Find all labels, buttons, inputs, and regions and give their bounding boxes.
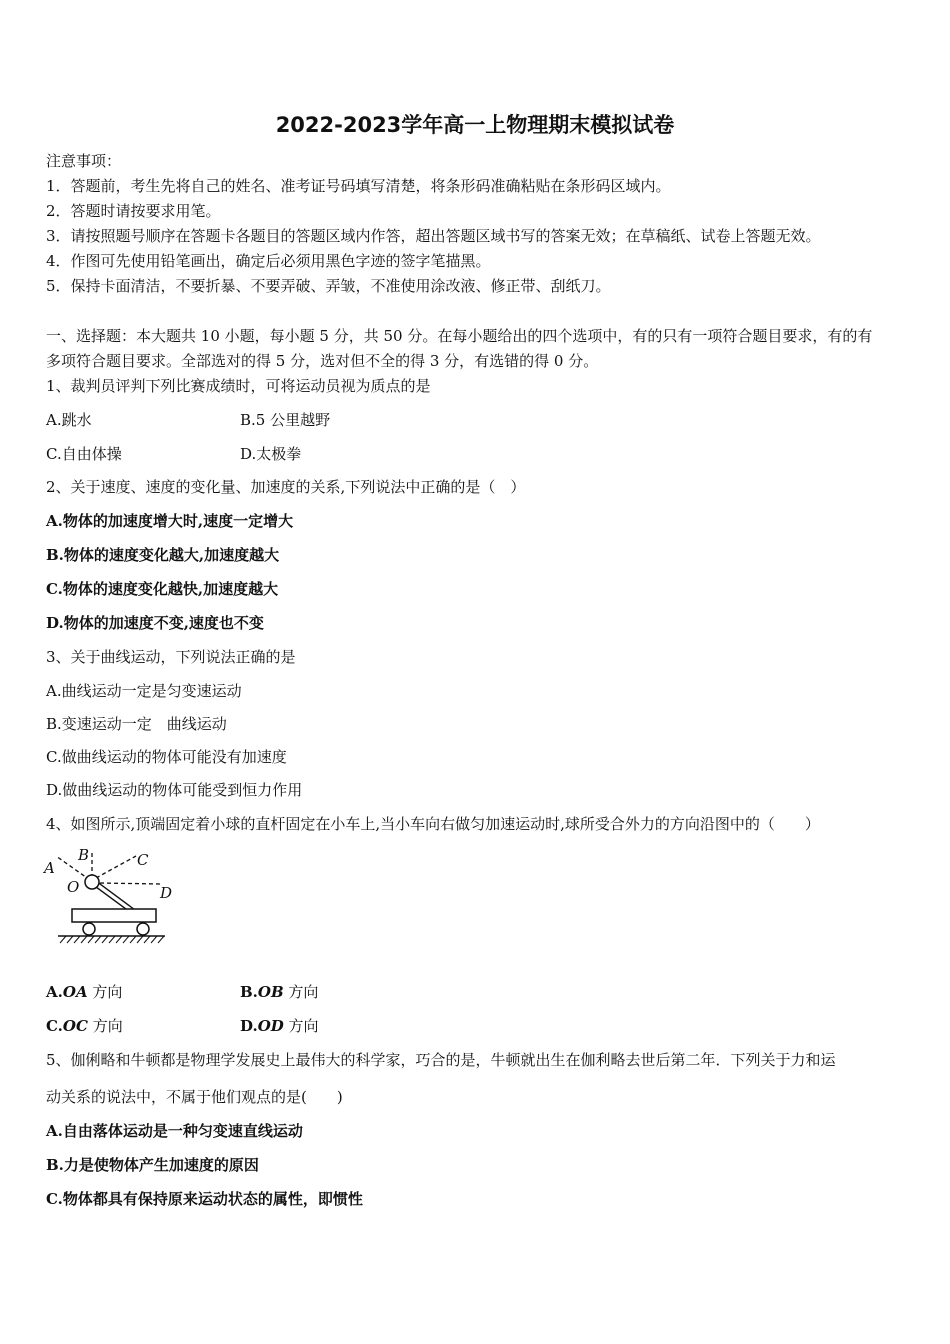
question-1-option-a: A.跳水 [46, 411, 92, 429]
question-4-option-d [240, 1015, 319, 1037]
option-text: 方向 [283, 1017, 319, 1035]
question-5-stem-line-1: 5、伽俐略和牛顿都是物理学发展史上最伟大的科学家，巧合的是，牛顿就出生在伽利略去世后第二年．下列关于力和运 [46, 1051, 836, 1069]
option-vector: OC [62, 1017, 88, 1035]
option-letter: B. [240, 983, 258, 1001]
question-1-option-c: C.自由体操 [46, 445, 122, 463]
question-3-option-b: B.变速运动一定 曲线运动 [46, 715, 227, 733]
ray-oc [96, 856, 136, 878]
rod-line-1 [92, 884, 130, 912]
question-4-option-a [46, 981, 122, 1003]
question-2-stem: 2、关于速度、速度的变化量、加速度的关系,下列说法中正确的是（ ） [46, 478, 526, 496]
question-4-option-b [240, 981, 318, 1003]
ray-od [100, 883, 160, 884]
option-text: 方向 [283, 983, 319, 1001]
question-5-option-b: B.力是使物体产生加速度的原因 [46, 1156, 259, 1174]
question-2-option-c: C.物体的速度变化越快,加速度越大 [46, 580, 279, 598]
notice-item-3: 3．请按照题号顺序在答题卡各题目的答题区域内作答，超出答题区域书写的答案无效；在草稿纸、试卷上答题无效。 [46, 227, 821, 245]
ground-hatching [60, 936, 164, 943]
label-o: O [67, 878, 80, 896]
question-3-option-c: C.做曲线运动的物体可能没有加速度 [46, 748, 287, 766]
label-c: C [137, 851, 149, 869]
question-5-option-c: C.物体都具有保持原来运动状态的属性，即惯性 [46, 1190, 363, 1208]
question-2-option-b: B.物体的速度变化越大,加速度越大 [46, 546, 280, 564]
question-4-stem: 4、如图所示,顶端固定着小球的直杆固定在小车上,当小车向右做匀加速运动时,球所受合外力的方向沿图中的（ ） [46, 815, 820, 833]
label-b: B [78, 846, 90, 864]
question-2-option-a: A.物体的加速度增大时,速度一定增大 [46, 512, 294, 530]
section-intro-line-1: 一、选择题：本大题共 10 小题，每小题 5 分，共 50 分。在每小题给出的四个选项中，有的只有一项符合题目要求，有的有 [46, 327, 873, 345]
option-vector: OA [62, 983, 88, 1001]
option-vector: OD [257, 1017, 284, 1035]
cart-rod-ball-diagram [40, 842, 190, 952]
cart-body [72, 909, 156, 922]
cart-wheel-right [137, 923, 149, 935]
question-3-stem: 3、关于曲线运动，下列说法正确的是 [46, 648, 296, 666]
notice-item-4: 4．作图可先使用铅笔画出，确定后必须用黑色字迹的签字笔描黑。 [46, 252, 491, 270]
question-5-option-a: A.自由落体运动是一种匀变速直线运动 [46, 1122, 303, 1140]
question-3-option-a: A.曲线运动一定是匀变速运动 [46, 682, 242, 700]
option-text: 方向 [87, 983, 123, 1001]
option-letter: D. [240, 1017, 258, 1035]
question-2-option-d: D.物体的加速度不变,速度也不变 [46, 614, 264, 632]
notice-item-5: 5．保持卡面清洁，不要折暴、不要弄破、弄皱，不准使用涂改液、修正带、刮纸刀。 [46, 277, 611, 295]
notice-item-1: 1．答题前，考生先将自己的姓名、准考证号码填写清楚，将条形码准确粘贴在条形码区域内。 [46, 177, 671, 195]
question-5-stem-line-2: 动关系的说法中，不属于他们观点的是( ) [46, 1088, 343, 1106]
question-1-stem: 1、裁判员评判下列比赛成绩时，可将运动员视为质点的是 [46, 377, 431, 395]
label-a: A [44, 859, 55, 877]
question-1-option-b: B.5 公里越野 [240, 411, 331, 429]
rod-line-2 [96, 881, 135, 910]
option-letter: A. [46, 983, 63, 1001]
option-vector: OB [257, 983, 284, 1001]
question-4-option-c [46, 1015, 123, 1037]
option-letter: C. [46, 1017, 63, 1035]
question-1-option-d: D.太极拳 [240, 445, 302, 463]
section-intro-line-2: 多项符合题目要求。全部选对的得 5 分，选对但不全的得 3 分，有选错的得 0 分。 [46, 352, 599, 370]
question-3-option-d: D.做曲线运动的物体可能受到恒力作用 [46, 781, 303, 799]
ball [85, 875, 99, 889]
page-title: 2022-2023学年高一上物理期末模拟试卷 [275, 113, 675, 137]
cart-wheel-left [83, 923, 95, 935]
notice-item-2: 2．答题时请按要求用笔。 [46, 202, 221, 220]
notice-heading: 注意事项： [46, 152, 122, 170]
label-d: D [160, 884, 173, 902]
option-text: 方向 [87, 1017, 123, 1035]
